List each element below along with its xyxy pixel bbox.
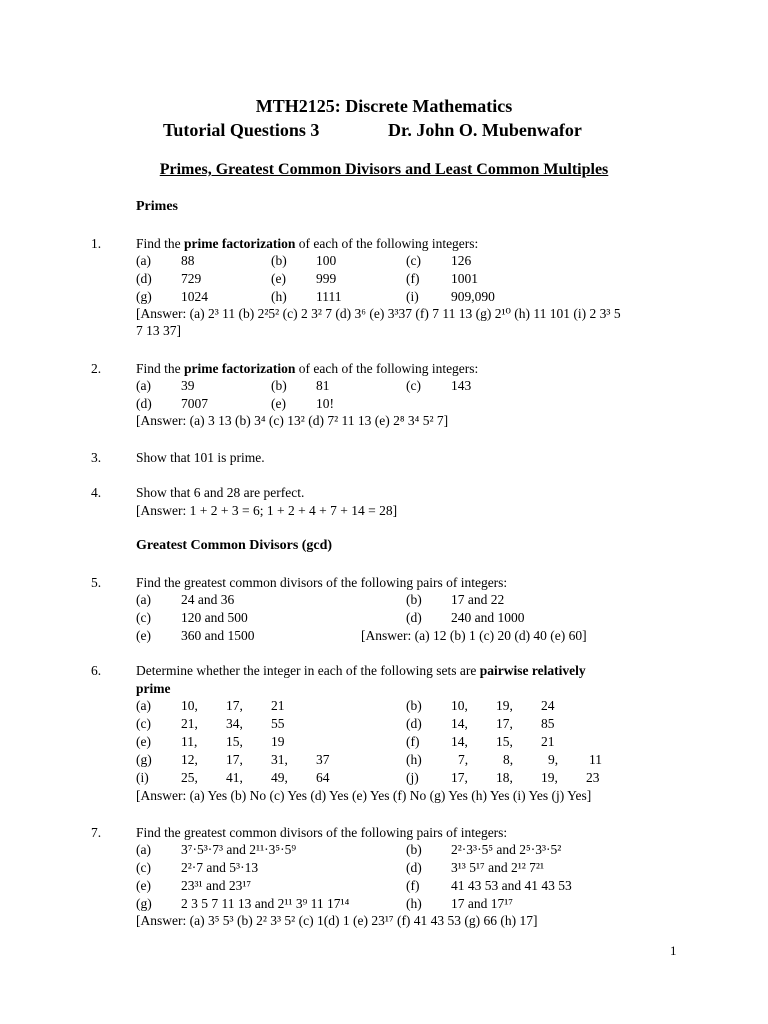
item-value: 3⁷·5³·7³ and 2¹¹·3⁵·5⁹ bbox=[181, 842, 297, 857]
answer-text: [Answer: 1 + 2 + 3 = 6; 1 + 2 + 4 + 7 + 14 = 28] bbox=[136, 503, 398, 518]
question-text: Find the greatest common divisors of the following pairs of integers: bbox=[136, 575, 508, 590]
set-value: 17, bbox=[226, 698, 243, 713]
item-value: 39 bbox=[181, 378, 195, 393]
set-value: 19, bbox=[541, 770, 558, 785]
set-value: 17, bbox=[496, 716, 513, 731]
item-value: 23³¹ and 23¹⁷ bbox=[181, 878, 252, 893]
item-label: (a) bbox=[136, 592, 151, 607]
set-value: 41, bbox=[226, 770, 243, 785]
set-label: (g) bbox=[136, 752, 152, 767]
item-value: 1111 bbox=[316, 289, 342, 304]
answer-text: [Answer: (a) 2³ 11 (b) 2²5² (c) 2 3² 7 (d) 3⁶ (e) 3³37 (f) 7 11 13 (g) 2¹⁰ (h) 11 101 (i) 2 3³ 5 bbox=[136, 306, 621, 321]
question-text: Show that 101 is prime. bbox=[136, 450, 265, 465]
answer-text: [Answer: (a) 3 13 (b) 3⁴ (c) 13² (d) 7² 11 13 (e) 2⁸ 3⁴ 5² 7] bbox=[136, 413, 449, 428]
set-label: (c) bbox=[136, 716, 151, 731]
item-label: (e) bbox=[136, 628, 151, 643]
answer-text-cont: 7 13 37] bbox=[136, 323, 181, 338]
question-text: Show that 6 and 28 are perfect. bbox=[136, 485, 305, 500]
item-value: 41 43 53 and 41 43 53 bbox=[451, 878, 572, 893]
set-value: 64 bbox=[316, 770, 330, 785]
item-value: 240 and 1000 bbox=[451, 610, 525, 625]
set-value: 17, bbox=[451, 770, 468, 785]
set-value: 34, bbox=[226, 716, 243, 731]
item-label: (a) bbox=[136, 253, 151, 268]
item-label: (e) bbox=[136, 878, 151, 893]
course-title: MTH2125: Discrete Mathematics bbox=[255, 96, 513, 116]
set-value: 55 bbox=[271, 716, 285, 731]
item-value: 81 bbox=[316, 378, 330, 393]
set-value: 25, bbox=[181, 770, 198, 785]
item-value: 24 and 36 bbox=[181, 592, 235, 607]
question-text: Determine whether the integer in each of the following sets are pairwise relatively bbox=[136, 663, 586, 678]
item-value: 1001 bbox=[451, 271, 478, 286]
set-label: (i) bbox=[136, 770, 149, 785]
item-label: (d) bbox=[406, 860, 422, 875]
question-text-cont: prime bbox=[136, 681, 171, 696]
section-gcd: Greatest Common Divisors (gcd) bbox=[136, 538, 333, 553]
set-value: 21, bbox=[181, 716, 198, 731]
item-label: (h) bbox=[271, 289, 287, 304]
answer-text: [Answer: (a) 3⁵ 5³ (b) 2² 3³ 5² (c) 1(d) 1 (e) 23¹⁷ (f) 41 43 53 (g) 66 (h) 17] bbox=[136, 913, 538, 928]
item-value: 2²·3³·5⁵ and 2⁵·3³·5² bbox=[451, 842, 562, 857]
item-label: (a) bbox=[136, 378, 151, 393]
item-label: (g) bbox=[136, 289, 152, 304]
question-text: Find the prime factorization of each of the following integers: bbox=[136, 361, 479, 376]
set-value: 31, bbox=[271, 752, 288, 767]
set-value: 19 bbox=[271, 734, 285, 749]
set-value: 14, bbox=[451, 734, 468, 749]
item-value: 999 bbox=[316, 271, 337, 286]
set-value: 18, bbox=[496, 770, 513, 785]
item-label: (b) bbox=[406, 842, 422, 857]
question-text: Find the prime factorization of each of the following integers: bbox=[136, 236, 479, 251]
item-value: 2²·7 and 5³·13 bbox=[181, 860, 259, 875]
item-value: 126 bbox=[451, 253, 472, 268]
item-value: 909,090 bbox=[451, 289, 495, 304]
item-value: 100 bbox=[316, 253, 337, 268]
set-label: (a) bbox=[136, 698, 151, 713]
question-number: 2. bbox=[91, 361, 102, 376]
item-value: 360 and 1500 bbox=[181, 628, 255, 643]
set-value: 19, bbox=[496, 698, 513, 713]
topic-heading: Primes, Greatest Common Divisors and Least Common Multiples bbox=[159, 161, 609, 178]
section-primes: Primes bbox=[136, 199, 178, 214]
set-value: 10, bbox=[181, 698, 198, 713]
set-value: 8, bbox=[503, 752, 514, 767]
item-label: (c) bbox=[406, 378, 421, 393]
item-label: (e) bbox=[271, 396, 286, 411]
item-label: (d) bbox=[136, 396, 152, 411]
set-value: 15, bbox=[226, 734, 243, 749]
question-number: 6. bbox=[91, 663, 102, 678]
item-value: 2 3 5 7 11 13 and 2¹¹ 3⁹ 11 17¹⁴ bbox=[181, 896, 350, 911]
item-value: 143 bbox=[451, 378, 472, 393]
set-value: 24 bbox=[541, 698, 555, 713]
set-value: 37 bbox=[316, 752, 330, 767]
item-label: (d) bbox=[136, 271, 152, 286]
item-value: 10! bbox=[316, 396, 334, 411]
item-label: (f) bbox=[406, 271, 420, 286]
set-label: (j) bbox=[406, 770, 419, 785]
item-value: 120 and 500 bbox=[181, 610, 248, 625]
set-value: 15, bbox=[496, 734, 513, 749]
set-value: 23 bbox=[586, 770, 600, 785]
question-text: Find the greatest common divisors of the following pairs of integers: bbox=[136, 825, 508, 840]
item-label: (c) bbox=[136, 610, 151, 625]
item-value: 17 and 17¹⁷ bbox=[451, 896, 513, 911]
set-value: 11, bbox=[181, 734, 198, 749]
item-label: (d) bbox=[406, 610, 422, 625]
item-label: (a) bbox=[136, 842, 151, 857]
set-label: (e) bbox=[136, 734, 151, 749]
set-label: (h) bbox=[406, 752, 422, 767]
item-value: 17 and 22 bbox=[451, 592, 505, 607]
item-label: (c) bbox=[136, 860, 151, 875]
item-label: (f) bbox=[406, 878, 420, 893]
answer-text: [Answer: (a) Yes (b) No (c) Yes (d) Yes (e) Yes (f) No (g) Yes (h) Yes (i) Yes (j) Yes] bbox=[136, 788, 592, 803]
item-label: (h) bbox=[406, 896, 422, 911]
item-value: 88 bbox=[181, 253, 195, 268]
item-label: (b) bbox=[271, 378, 287, 393]
question-number: 4. bbox=[91, 485, 102, 500]
set-label: (f) bbox=[406, 734, 420, 749]
set-label: (b) bbox=[406, 698, 422, 713]
item-value: 729 bbox=[181, 271, 202, 286]
question-number: 7. bbox=[91, 825, 102, 840]
set-value: 11 bbox=[589, 752, 602, 767]
item-value: 1024 bbox=[181, 289, 208, 304]
set-label: (d) bbox=[406, 716, 422, 731]
author-name: Dr. John O. Mubenwafor bbox=[388, 120, 582, 140]
item-label: (g) bbox=[136, 896, 152, 911]
set-value: 49, bbox=[271, 770, 288, 785]
item-label: (i) bbox=[406, 289, 419, 304]
set-value: 21 bbox=[271, 698, 285, 713]
item-label: (c) bbox=[406, 253, 421, 268]
item-label: (b) bbox=[271, 253, 287, 268]
item-label: (b) bbox=[406, 592, 422, 607]
set-value: 21 bbox=[541, 734, 555, 749]
set-value: 12, bbox=[181, 752, 198, 767]
item-value: 7007 bbox=[181, 396, 208, 411]
question-number: 5. bbox=[91, 575, 102, 590]
set-value: 7, bbox=[458, 752, 469, 767]
set-value: 17, bbox=[226, 752, 243, 767]
tutorial-title: Tutorial Questions 3 bbox=[163, 120, 320, 140]
set-value: 10, bbox=[451, 698, 468, 713]
set-value: 14, bbox=[451, 716, 468, 731]
question-number: 1. bbox=[91, 236, 102, 251]
question-number: 3. bbox=[91, 450, 102, 465]
item-value: 3¹³ 5¹⁷ and 2¹² 7²¹ bbox=[451, 860, 545, 875]
answer-text: [Answer: (a) 12 (b) 1 (c) 20 (d) 40 (e) 60] bbox=[361, 628, 587, 643]
item-label: (e) bbox=[271, 271, 286, 286]
set-value: 9, bbox=[548, 752, 559, 767]
page-number: 1 bbox=[670, 943, 677, 958]
set-value: 85 bbox=[541, 716, 555, 731]
